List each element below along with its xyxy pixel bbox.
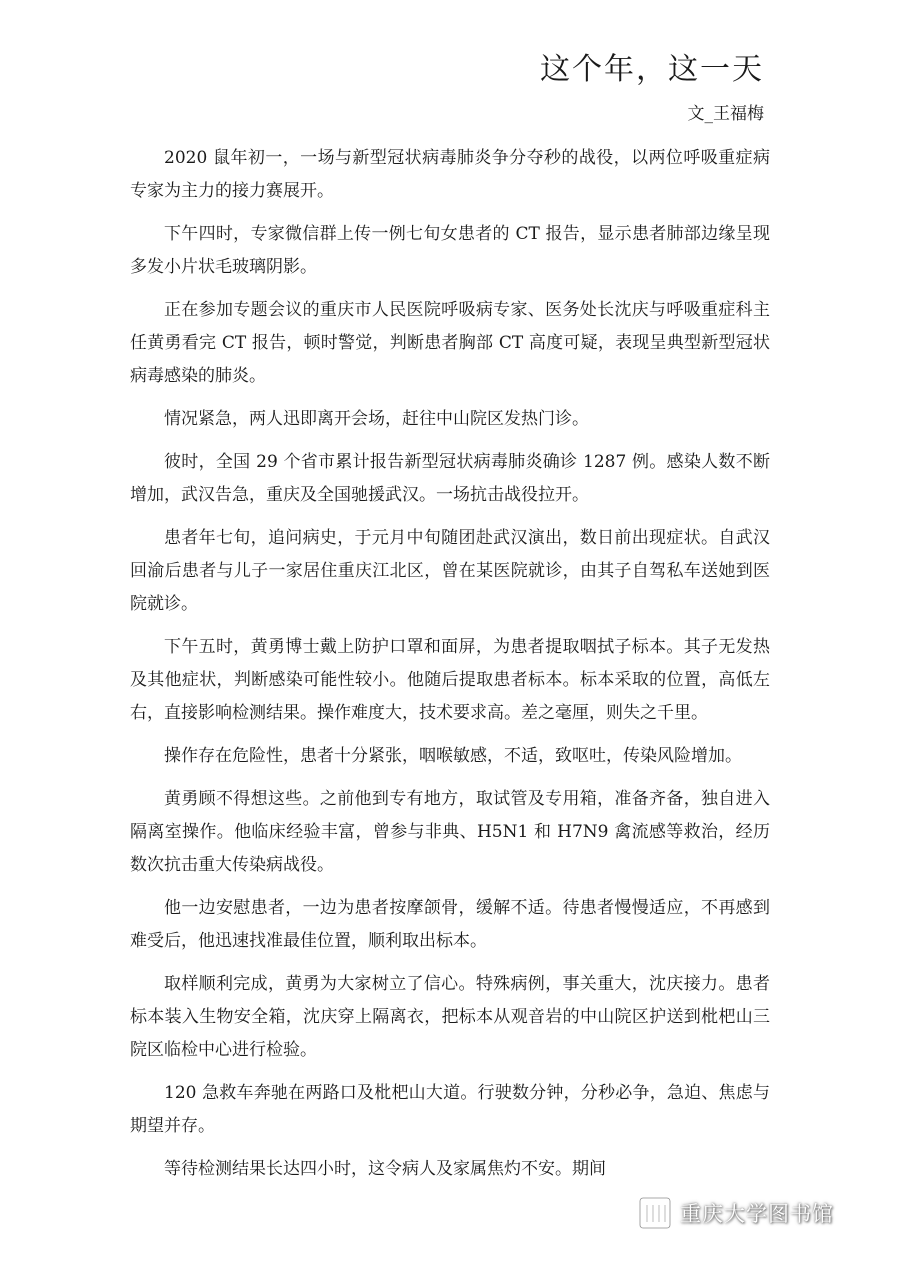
paragraph: 操作存在危险性，患者十分紧张，咽喉敏感，不适，致呕吐，传染风险增加。 [164,746,742,766]
paragraph: 下午五时，黄勇博士戴上防护口罩和面屏，为患者提取咽拭子标本。其子无发热及其他症状，判断感染可能性较小。他随后提取患者标本。标本采取的位置，高低左右，直接影响检测结果。操作难度大，技术要求高。差之毫厘，则失之千里。 [130,637,770,723]
watermark-text: 重庆大学图书馆 [680,1202,834,1226]
library-logo-icon [638,1196,672,1230]
library-watermark [638,1193,834,1233]
paragraph: 他一边安慰患者，一边为患者按摩颌骨，缓解不适。待患者慢慢适应，不再感到难受后，他迅速找准最佳位置，顺利取出标本。 [130,898,770,951]
paragraph: 下午四时，专家微信群上传一例七旬女患者的 CT 报告，显示患者肺部边缘呈现多发小片状毛玻璃阴影。 [130,224,770,277]
paragraph: 2020 鼠年初一，一场与新型冠状病毒肺炎争分夺秒的战役，以两位呼吸重症病专家为主力的接力赛展开。 [130,148,770,201]
paragraph: 正在参加专题会议的重庆市人民医院呼吸病专家、医务处长沈庆与呼吸重症科主任黄勇看完 CT 报告，顿时警觉，判断患者胸部 CT 高度可疑，表现呈典型新型冠状病毒感染的肺炎。 [130,300,770,386]
article-author: 文_王福梅 [687,104,764,124]
paragraph: 彼时，全国 29 个省市累计报告新型冠状病毒肺炎确诊 1287 例。感染人数不断增加，武汉告急，重庆及全国驰援武汉。一场抗击战役拉开。 [130,452,770,505]
paragraph: 患者年七旬，追问病史，于元月中旬随团赴武汉演出，数日前出现症状。自武汉回渝后患者与儿子一家居住重庆江北区，曾在某医院就诊，由其子自驾私车送她到医院就诊。 [130,528,770,614]
paragraph: 120 急救车奔驰在两路口及枇杷山大道。行驶数分钟，分秒必争，急迫、焦虑与期望并存。 [130,1083,770,1136]
paragraph: 取样顺利完成，黄勇为大家树立了信心。特殊病例，事关重大，沈庆接力。患者标本装入生物安全箱，沈庆穿上隔离衣，把标本从观音岩的中山院区护送到枇杷山三院区临检中心进行检验。 [130,974,770,1060]
article-body [130,142,770,1196]
paragraph: 黄勇顾不得想这些。之前他到专有地方，取试管及专用箱，准备齐备，独自进入隔离室操作。他临床经验丰富，曾参与非典、H5N1 和 H7N9 禽流感等救治，经历数次抗击重大传染病战役。 [130,789,770,875]
paragraph: 情况紧急，两人迅即离开会场，赶往中山院区发热门诊。 [164,409,589,429]
article-title: 这个年，这一天 [540,52,764,87]
paragraph: 等待检测结果长达四小时，这令病人及家属焦灼不安。期间 [164,1159,606,1179]
